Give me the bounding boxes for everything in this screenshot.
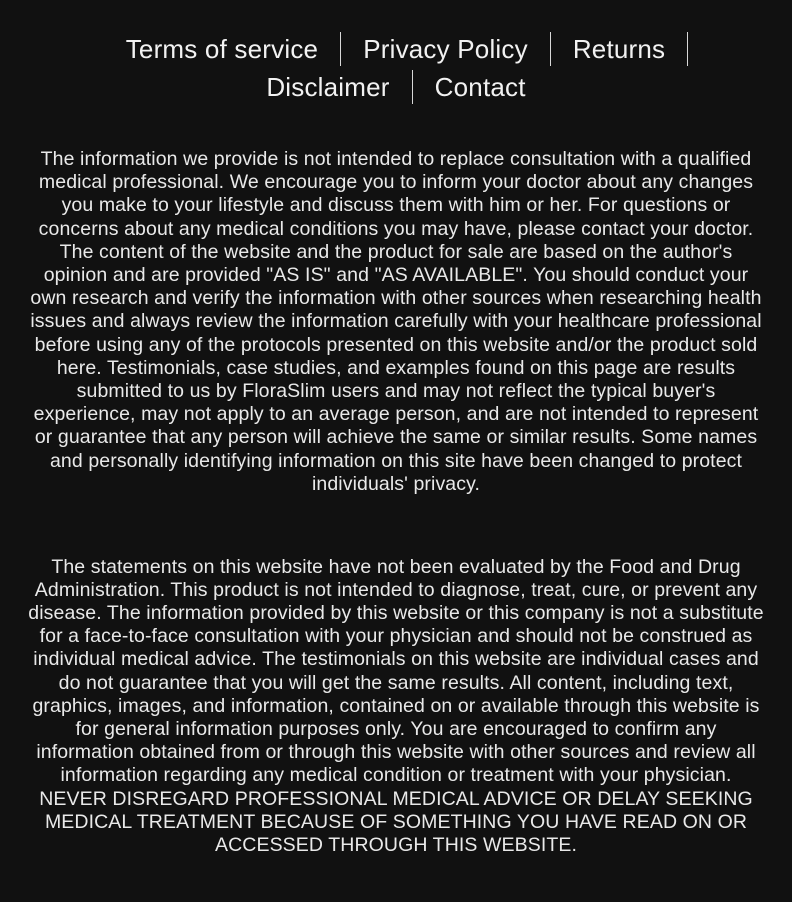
footer-nav-row-secondary xyxy=(16,68,776,106)
nav-link-returns[interactable]: Returns xyxy=(572,34,666,64)
fda-statement-paragraph: The statements on this website have not been evaluated by the Food and Drug Administration. This product is not intended to diagnose, treat, cure, or prevent any disease. The information provided by this website or this company is not a substitute for a face-to-face consultation with your physician and should not be construed as individual medical advice. The testimonials on this website are individual cases and do not guarantee that you will get the same results. All content, including text, graphics, images, and information, contained on or available through this website is for general information purposes only. You are encouraged to confirm any information obtained from or through this website with other sources and review all information regarding any medical condition or treatment with your physician. NEVER DISREGARD PROFESSIONAL MEDICAL ADVICE OR DELAY SEEKING MEDICAL TREATMENT BECAUSE OF SOMETHING YOU HAVE READ ON OR ACCESSED THROUGH THIS WEBSITE. xyxy=(28,555,764,856)
footer-nav-row-primary xyxy=(16,30,776,68)
nav-link-disclaimer[interactable]: Disclaimer xyxy=(266,72,390,102)
nav-link-contact[interactable]: Contact xyxy=(434,72,526,102)
nav-link-terms-of-service[interactable]: Terms of service xyxy=(125,34,319,64)
medical-disclaimer-paragraph: The information we provide is not intended to replace consultation with a qualified medical professional. We encourage you to inform your doctor about any changes you make to your lifestyle and discuss them with him or her. For questions or concerns about any medical conditions you may have, please contact your doctor. The content of the website and the product for sale are based on the author's opinion and are provided "AS IS" and "AS AVAILABLE". You should conduct your own research and verify the information with other sources when researching health issues and always review the information carefully with your healthcare professional before using any of the protocols presented on this website and/or the product sold here. Testimonials, case studies, and examples found on this page are results submitted to us by FloraSlim users and may not reflect the typical buyer's experience, may not apply to an average person, and are not intended to represent or guarantee that any person will achieve the same or similar results. Some names and personally identifying information on this site have been changed to protect individuals' privacy. xyxy=(30,148,762,495)
nav-separator-icon xyxy=(687,32,688,66)
nav-link-privacy-policy[interactable]: Privacy Policy xyxy=(363,34,528,64)
footer-nav xyxy=(16,30,776,106)
